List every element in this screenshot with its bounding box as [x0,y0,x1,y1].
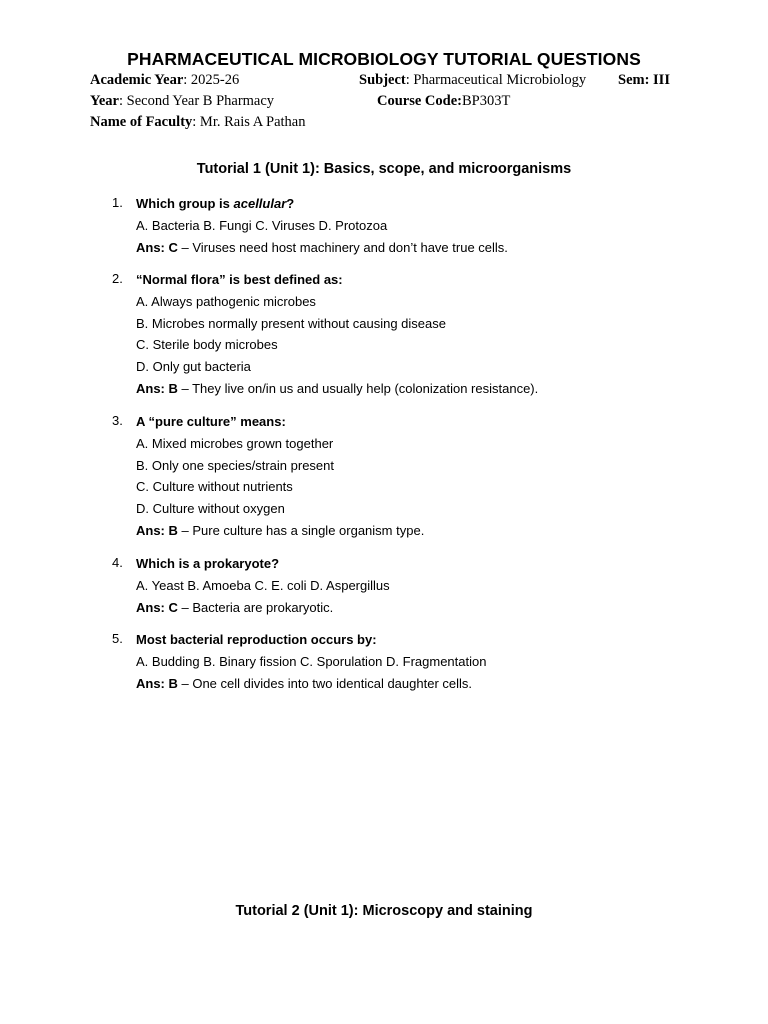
subject-value: : Pharmaceutical Microbiology [405,72,587,88]
answer-label: Ans: C [136,239,178,255]
tutorial-1-heading: Tutorial 1 (Unit 1): Basics, scope, and microorganisms [196,161,572,177]
faculty-value: : Mr. Rais A Pathan [192,114,306,130]
semester-label: Sem: III [618,72,670,88]
option-a: A. Mixed microbes grown together [136,435,334,451]
question-text: Which group is acellular? [136,196,295,211]
answer [136,599,736,621]
option-line: A. Budding B. Binary fission C. Sporulation D. Fragmentation [136,653,487,669]
question-number: 1. [112,195,123,210]
question-text: “Normal flora” is best defined as: [136,272,343,287]
answer-explanation: – Viruses need host machinery and don’t have true cells. [177,239,508,255]
question-number: 2. [112,271,123,286]
question-number: 5. [112,631,123,646]
option-line: A. Bacteria B. Fungi C. Viruses D. Protozoa [136,217,388,233]
semester [618,72,670,89]
academic-year-label: Academic Year [90,72,184,88]
option-b: B. Microbes normally present without causing disease [136,315,446,331]
faculty [90,114,305,131]
year-label: Year [90,93,119,109]
question-text: Most bacterial reproduction occurs by: [136,632,377,647]
question-emphasis: acellular [233,196,287,211]
question-text: Which is a prokaryote? [136,556,280,571]
option-a: A. Always pathogenic microbes [136,293,316,309]
answer [136,239,736,261]
option-d: D. Only gut bacteria [136,359,251,375]
answer-explanation: – One cell divides into two identical daughter cells. [177,675,472,691]
option-c: C. Culture without nutrients [136,479,293,495]
answer [136,675,736,697]
year-value: : Second Year B Pharmacy [119,93,275,109]
course-code [377,93,510,110]
question-number: 4. [112,555,123,570]
answer [136,522,736,544]
course-code-label: Course Code: [377,93,462,109]
option-d: D. Culture without oxygen [136,501,285,517]
course-code-value: BP303T [461,93,511,109]
answer-explanation: – They live on/in us and usually help (colonization resistance). [177,380,539,396]
option-line: A. Yeast B. Amoeba C. E. coli D. Aspergillus [136,577,390,593]
faculty-label: Name of Faculty [90,114,193,130]
option-c: C. Sterile body microbes [136,337,278,353]
answer-explanation: – Pure culture has a single organism type. [177,522,425,538]
answer-label: Ans: B [136,522,178,538]
answer-label: Ans: C [136,599,178,615]
answer-explanation: – Bacteria are prokaryotic. [177,599,334,615]
subject [359,72,586,89]
question-number: 3. [112,413,123,428]
answer-label: Ans: B [136,675,178,691]
answer-label: Ans: B [136,380,178,396]
answer [136,380,736,402]
document-title: PHARMACEUTICAL MICROBIOLOGY TUTORIAL QUESTIONS [127,49,641,69]
academic-year [90,72,239,89]
question-text: A “pure culture” means: [136,414,286,429]
option-b: B. Only one species/strain present [136,457,334,473]
subject-label: Subject [359,72,406,88]
tutorial-2-heading: Tutorial 2 (Unit 1): Microscopy and staining [235,903,533,919]
year [90,93,274,110]
academic-year-value: : 2025-26 [183,72,240,88]
